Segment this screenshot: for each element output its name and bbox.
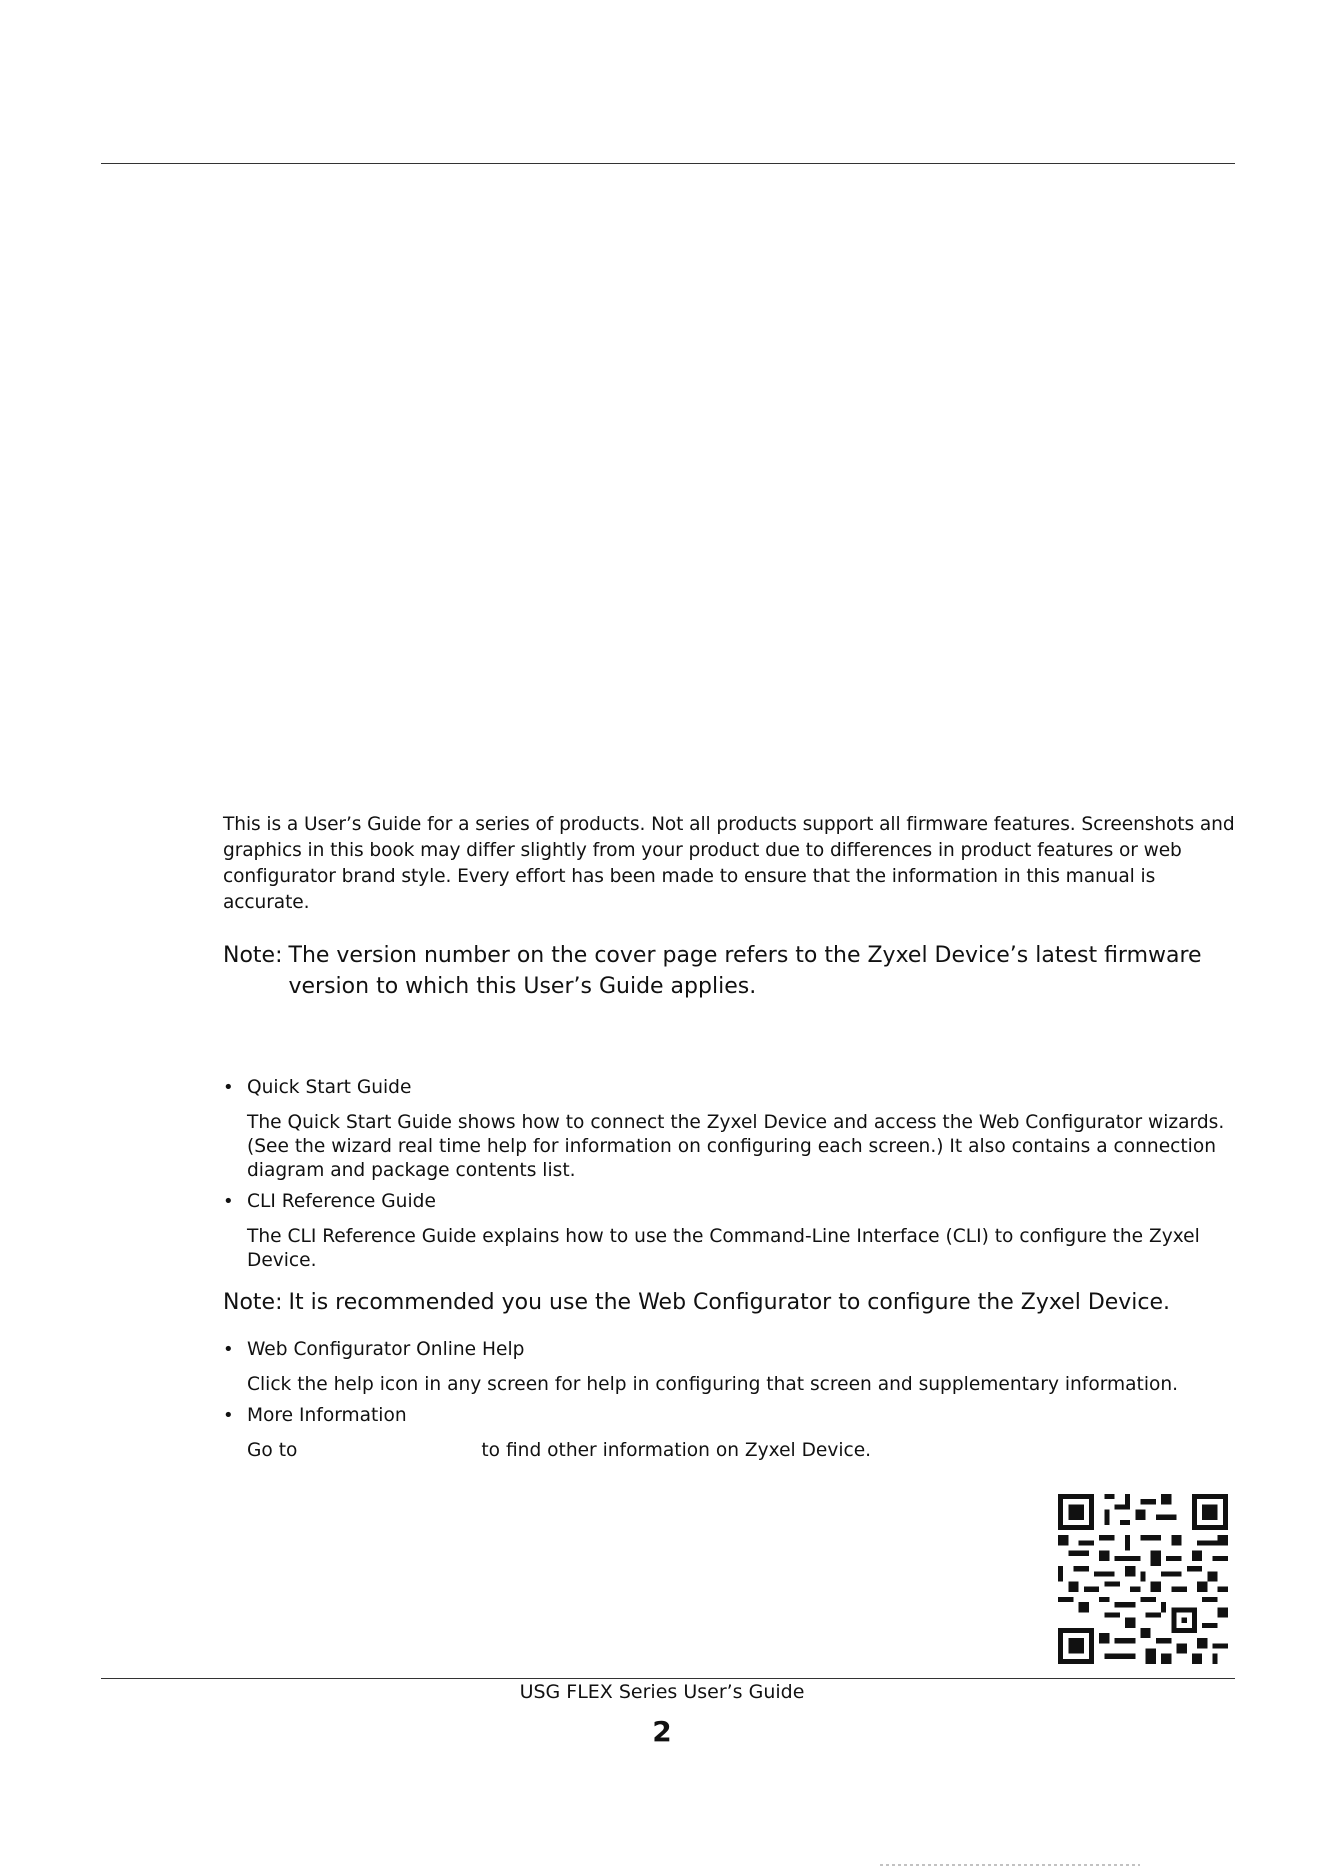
page-body bbox=[223, 812, 1235, 1463]
goto-prefix: Go to bbox=[247, 1440, 298, 1461]
guide-item-more-information bbox=[223, 1404, 1235, 1463]
note-text: It is recommended you use the Web Configurator to configure the Zyxel Device. bbox=[288, 1290, 1171, 1315]
page-number: 2 bbox=[652, 1715, 672, 1748]
guide-list-more bbox=[223, 1338, 1235, 1463]
note-version bbox=[223, 940, 1235, 1002]
guide-item-cli-reference bbox=[223, 1190, 1235, 1273]
header-rule bbox=[101, 163, 1235, 164]
bullet-icon: • bbox=[223, 1077, 234, 1098]
note-label: Note: bbox=[223, 1290, 283, 1315]
guide-description: The Quick Start Guide shows how to connect the Zyxel Device and access the Web Configurator wizards. (See the wizard real time help for information on configuring each screen.) It also contains a connection diagram and package contents list. bbox=[247, 1112, 1225, 1181]
bullet-icon: • bbox=[223, 1339, 234, 1360]
footer-title: USG FLEX Series User’s Guide bbox=[519, 1681, 805, 1703]
guide-title: Web Configurator Online Help bbox=[247, 1339, 525, 1360]
guide-item-quick-start bbox=[223, 1076, 1235, 1183]
guide-title: More Information bbox=[247, 1405, 407, 1426]
guide-list bbox=[223, 1076, 1235, 1273]
goto-suffix: to find other information on Zyxel Device. bbox=[481, 1440, 872, 1461]
note-recommend bbox=[223, 1287, 1235, 1318]
scan-artifact bbox=[880, 1864, 1140, 1866]
intro-paragraph: This is a User’s Guide for a series of products. Not all products support all firmware features. Screenshots and graphics in this book may differ slightly from your product due to differences in product features or web configurator brand style. Every effort has been made to ensure that the information in this manual is accurate. bbox=[223, 814, 1235, 913]
note-text: The version number on the cover page refers to the Zyxel Device’s latest firmware version to which this User’s Guide applies. bbox=[288, 943, 1202, 999]
guide-description: Click the help icon in any screen for help in configuring that screen and supplementary information. bbox=[247, 1374, 1179, 1395]
qr-code-icon[interactable] bbox=[1058, 1494, 1228, 1664]
goto-line bbox=[247, 1439, 1235, 1463]
guide-title: CLI Reference Guide bbox=[247, 1191, 436, 1212]
guide-item-online-help bbox=[223, 1338, 1235, 1397]
footer-rule bbox=[101, 1678, 1235, 1679]
guide-title: Quick Start Guide bbox=[247, 1077, 412, 1098]
note-label: Note: bbox=[223, 943, 283, 968]
bullet-icon: • bbox=[223, 1191, 234, 1212]
guide-description: The CLI Reference Guide explains how to use the Command-Line Interface (CLI) to configure the Zyxel Device. bbox=[247, 1226, 1200, 1271]
bullet-icon: • bbox=[223, 1405, 234, 1426]
